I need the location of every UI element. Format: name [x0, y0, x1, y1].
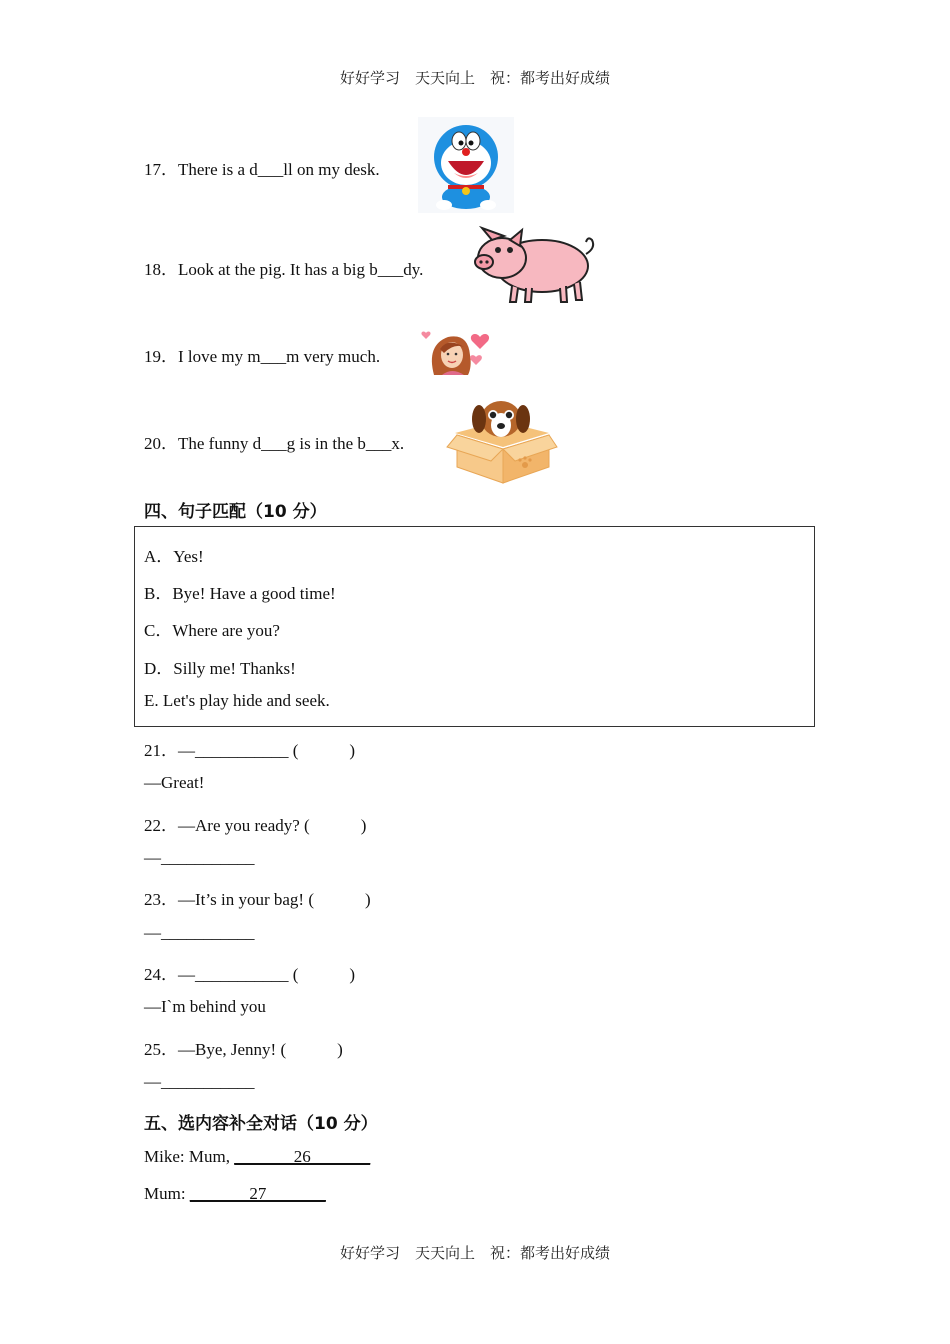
question-19	[144, 342, 380, 367]
question-24-reply: —I`m behind you	[144, 997, 266, 1016]
option-c: C．Where are you?	[144, 621, 280, 640]
answer-blank-27: _______27_______	[189, 1184, 326, 1203]
question-22-reply: —___________	[144, 848, 255, 867]
question-text: I love my m___m very much.	[178, 347, 381, 366]
dog-in-box-image	[445, 393, 559, 485]
question-text: The funny d___g is in the b___x.	[178, 434, 405, 453]
mother-with-hearts-image	[418, 325, 496, 375]
question-23: 23．—It’s in your bag! ( )	[144, 890, 371, 909]
answer-blank-26: _______26_______	[234, 1147, 371, 1166]
question-number: 19．	[144, 347, 178, 366]
dialog-line-26	[144, 1147, 370, 1167]
option-a: A．Yes!	[144, 547, 204, 566]
option-d: D．Silly me! Thanks!	[144, 659, 296, 678]
question-number: 20．	[144, 434, 178, 453]
pig-image	[470, 226, 598, 304]
question-text: Look at the pig. It has a big b___dy.	[178, 260, 424, 279]
question-24: 24．—___________ ( )	[144, 965, 356, 984]
question-25: 25．—Bye, Jenny! ( )	[144, 1040, 343, 1059]
question-20	[144, 429, 404, 454]
section-4-title: 四、句子匹配（10 分）	[144, 502, 327, 522]
question-17	[144, 155, 380, 180]
page-footer: 好好学习 天天向上 祝：都考出好成绩	[339, 1244, 610, 1262]
speaker: Mike: Mum,	[144, 1147, 235, 1166]
question-number: 18．	[144, 260, 178, 279]
option-e: E. Let's play hide and seek.	[144, 691, 330, 710]
question-21: 21．—___________ ( )	[144, 741, 356, 760]
dialog-line-27	[144, 1184, 326, 1204]
question-23-reply: —___________	[144, 923, 255, 942]
page-header: 好好学习 天天向上 祝：都考出好成绩	[339, 69, 610, 87]
doraemon-doll-image	[418, 117, 514, 213]
question-text: There is a d___ll on my desk.	[178, 160, 380, 179]
question-18	[144, 255, 423, 280]
question-21-reply: —Great!	[144, 773, 205, 792]
option-b: B．Bye! Have a good time!	[144, 584, 336, 603]
question-22: 22．—Are you ready? ( )	[144, 816, 367, 835]
section-5-title: 五、选内容补全对话（10 分）	[144, 1114, 378, 1134]
question-number: 17．	[144, 160, 178, 179]
speaker: Mum:	[144, 1184, 190, 1203]
question-25-reply: —___________	[144, 1072, 255, 1091]
